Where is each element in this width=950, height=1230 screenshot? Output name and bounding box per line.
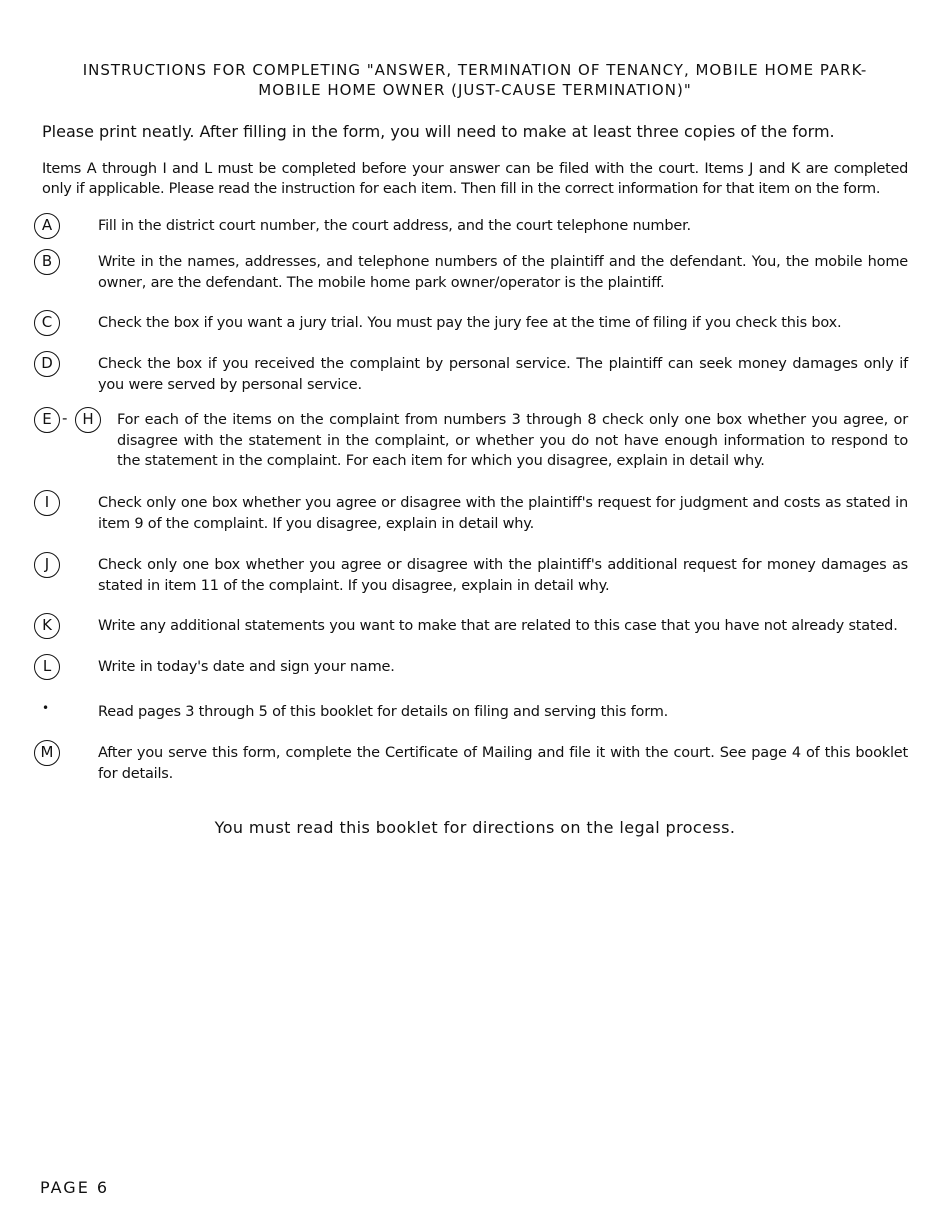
item-label-badge: E bbox=[34, 407, 60, 433]
item-text: Write in today's date and sign your name. bbox=[98, 659, 395, 675]
document-title-line-1: INSTRUCTIONS FOR COMPLETING "ANSWER, TERMINATION OF TENANCY, MOBILE HOME PARK- bbox=[82, 61, 868, 79]
item-text: Read pages 3 through 5 of this booklet for details on filing and serving this form. bbox=[98, 704, 669, 720]
item-label-badge: C bbox=[34, 310, 60, 336]
item-text: Check the box if you want a jury trial. You must pay the jury fee at the time of filing if you check this box. bbox=[98, 315, 842, 331]
requirements-paragraph: Items A through I and L must be completed before your answer can be filed with the court. Items J and K are completed only if applicable. Please read the instruction for each item. Then fill in the correct information for that item on the form. bbox=[42, 161, 908, 197]
item-label-badge: I bbox=[34, 490, 60, 516]
item-text: Check only one box whether you agree or disagree with the plaintiff's additional request for money damages as stated in item 11 of the complaint. If you disagree, explain in detail why. bbox=[98, 557, 908, 594]
item-label-badge: L bbox=[34, 654, 60, 680]
item-label-badge-end: H bbox=[75, 407, 101, 433]
intro-text: Please print neatly. After filling in the form, you will need to make at least three copies of the form. bbox=[42, 122, 835, 141]
item-text: Write in the names, addresses, and telephone numbers of the plaintiff and the defendant. You, the mobile home owner, are the defendant. The mobile home park owner/operator is the plaintiff. bbox=[98, 254, 908, 291]
item-text: Write any additional statements you want to make that are related to this case that you have not already stated. bbox=[98, 618, 898, 634]
item-text: After you serve this form, complete the Certificate of Mailing and file it with the court. See page 4 of this booklet for details. bbox=[98, 745, 908, 782]
item-text: Fill in the district court number, the court address, and the court telephone number. bbox=[98, 218, 691, 234]
page-number: PAGE 6 bbox=[40, 1178, 110, 1197]
item-text: For each of the items on the complaint from numbers 3 through 8 check only one box whether you agree, or disagree with the statement in the complaint, or whether you do not have enough information to respond to the statement in the complaint. For each item for which you disagree, explain in detail why. bbox=[117, 412, 908, 469]
item-label-badge: J bbox=[34, 552, 60, 578]
item-text: Check the box if you received the complaint by personal service. The plaintiff can seek money damages only if you were served by personal service. bbox=[98, 356, 908, 393]
booklet-note: You must read this booklet for directions on the legal process. bbox=[214, 818, 736, 837]
item-label-badge: M bbox=[34, 740, 60, 766]
item-label-badge: A bbox=[34, 213, 60, 239]
item-label-badge: K bbox=[34, 613, 60, 639]
bullet-icon: • bbox=[42, 701, 50, 715]
item-text: Check only one box whether you agree or disagree with the plaintiff's request for judgment and costs as stated in item 9 of the complaint. If you disagree, explain in detail why. bbox=[98, 495, 908, 532]
item-label-badge: D bbox=[34, 351, 60, 377]
item-label-badge: B bbox=[34, 249, 60, 275]
document-title-line-2: MOBILE HOME OWNER (JUST-CAUSE TERMINATION)" bbox=[258, 81, 692, 99]
range-dash: - bbox=[62, 409, 68, 427]
